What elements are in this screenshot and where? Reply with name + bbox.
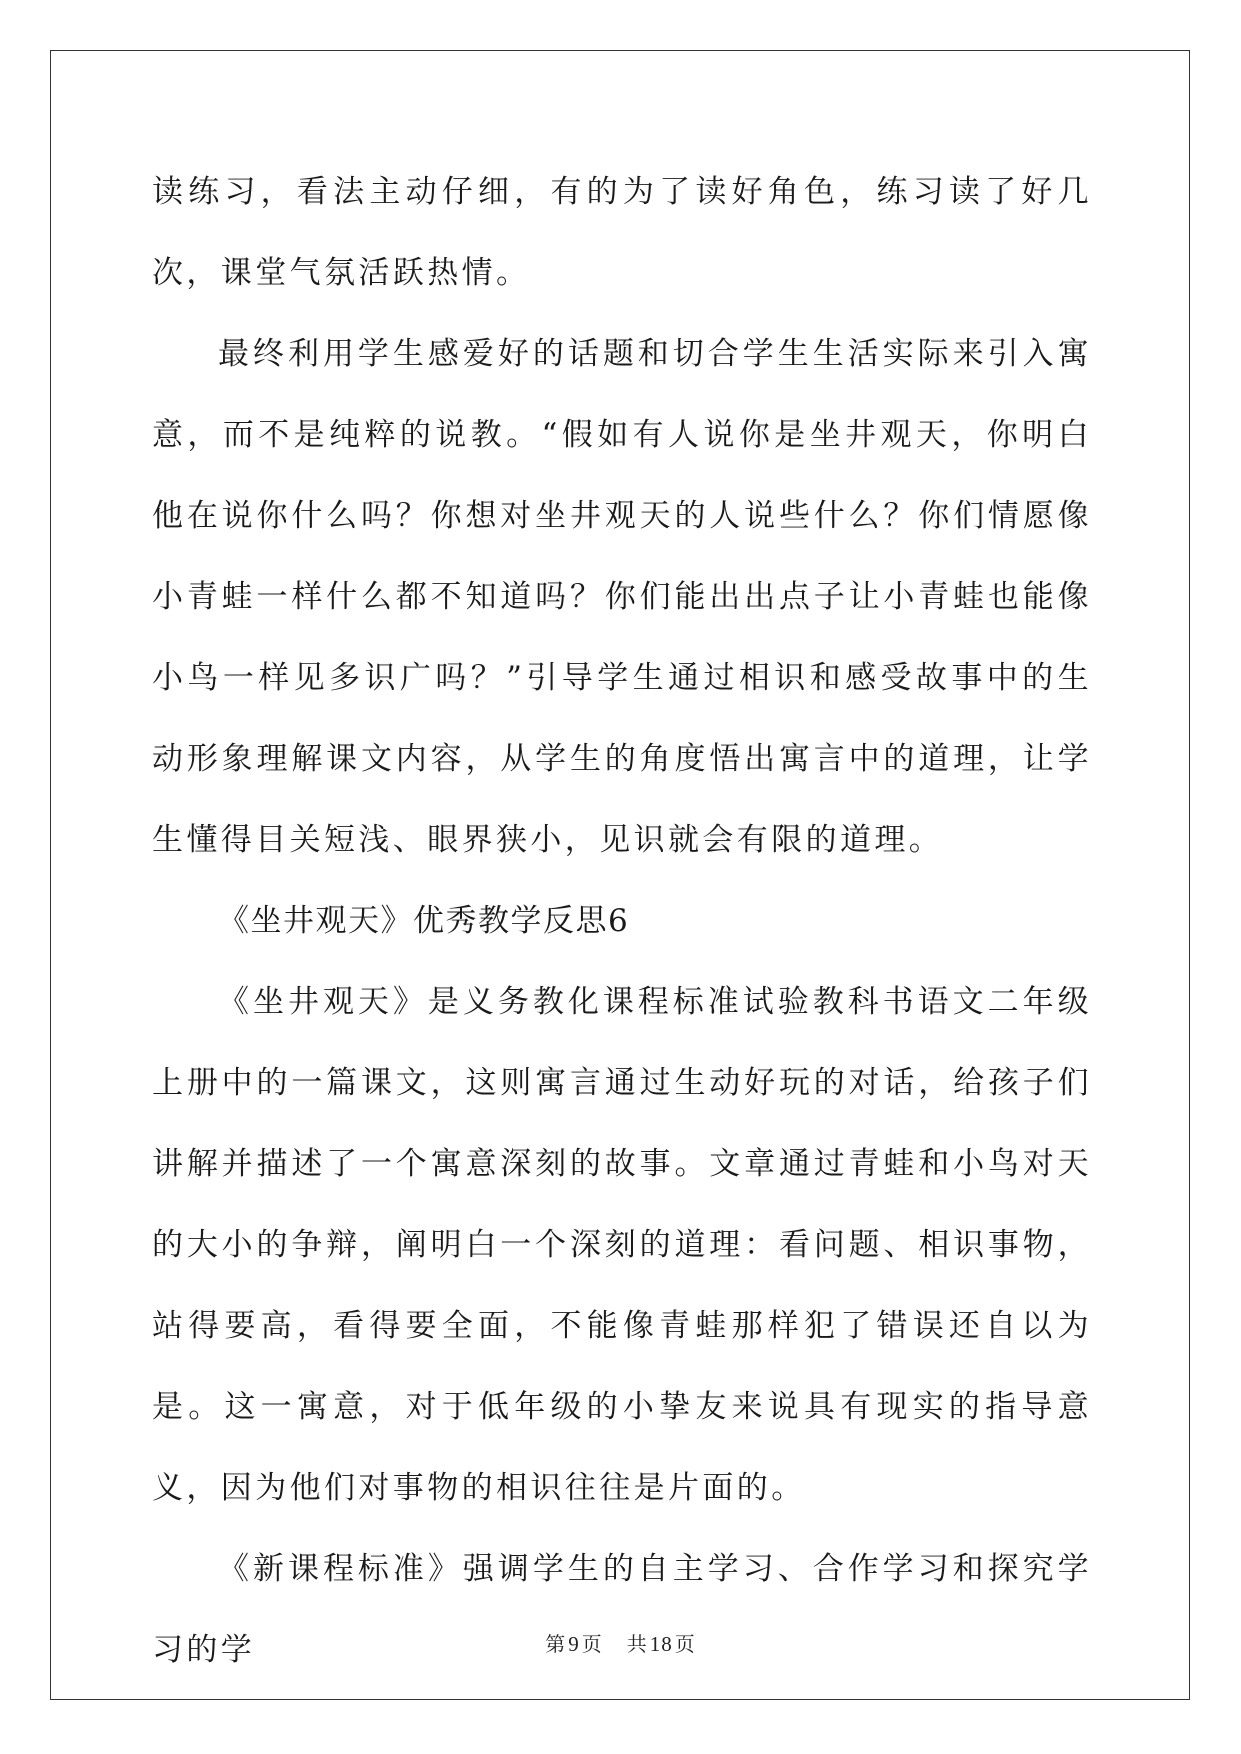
total-pages: 18 bbox=[649, 1632, 673, 1656]
page-number: 9 bbox=[568, 1632, 580, 1656]
document-body bbox=[152, 152, 1092, 1691]
paragraph: 最终利用学生感爱好的话题和切合学生生活实际来引入寓意，而不是纯粹的说教。“假如有人说你是坐井观天，你明白他在说你什么吗？你想对坐井观天的人说些什么？你们情愿像小青蛙一样什么都不知道吗？你们能出出点子让小青蛙也能像小鸟一样见多识广吗？”引导学生通过相识和感受故事中的生动形象理解课文内容，从学生的角度悟出寓言中的道理，让学生懂得目关短浅、眼界狭小，见识就会有限的道理。 bbox=[152, 336, 1092, 858]
total-suffix: 页 bbox=[674, 1632, 696, 1656]
total-prefix: 共 bbox=[626, 1632, 648, 1656]
paragraph: 《坐井观天》是义务教化课程标准试验教科书语文二年级上册中的一篇课文，这则寓言通过生动好玩的对话，给孩子们讲解并描述了一个寓意深刻的故事。文章通过青蛙和小鸟对天的大小的争辩，阐明白一个深刻的道理：看问题、相识事物，站得要高，看得要全面，不能像青蛙那样犯了错误还自以为是。这一寓意，对于低年级的小挚友来说具有现实的指导意义，因为他们对事物的相识往往是片面的。 bbox=[152, 984, 1092, 1506]
section-heading: 《坐井观天》优秀教学反思6 bbox=[218, 903, 630, 939]
page-prefix: 第 bbox=[545, 1632, 567, 1656]
paragraph: 《新课程标准》强调学生的自主学习、合作学习和探究学习的学 bbox=[152, 1551, 1092, 1668]
paragraph-continuation: 读练习，看法主动仔细，有的为了读好角色，练习读了好几次，课堂气氛活跃热情。 bbox=[152, 174, 1092, 291]
page-suffix: 页 bbox=[581, 1632, 603, 1656]
page-footer bbox=[0, 1628, 1241, 1657]
